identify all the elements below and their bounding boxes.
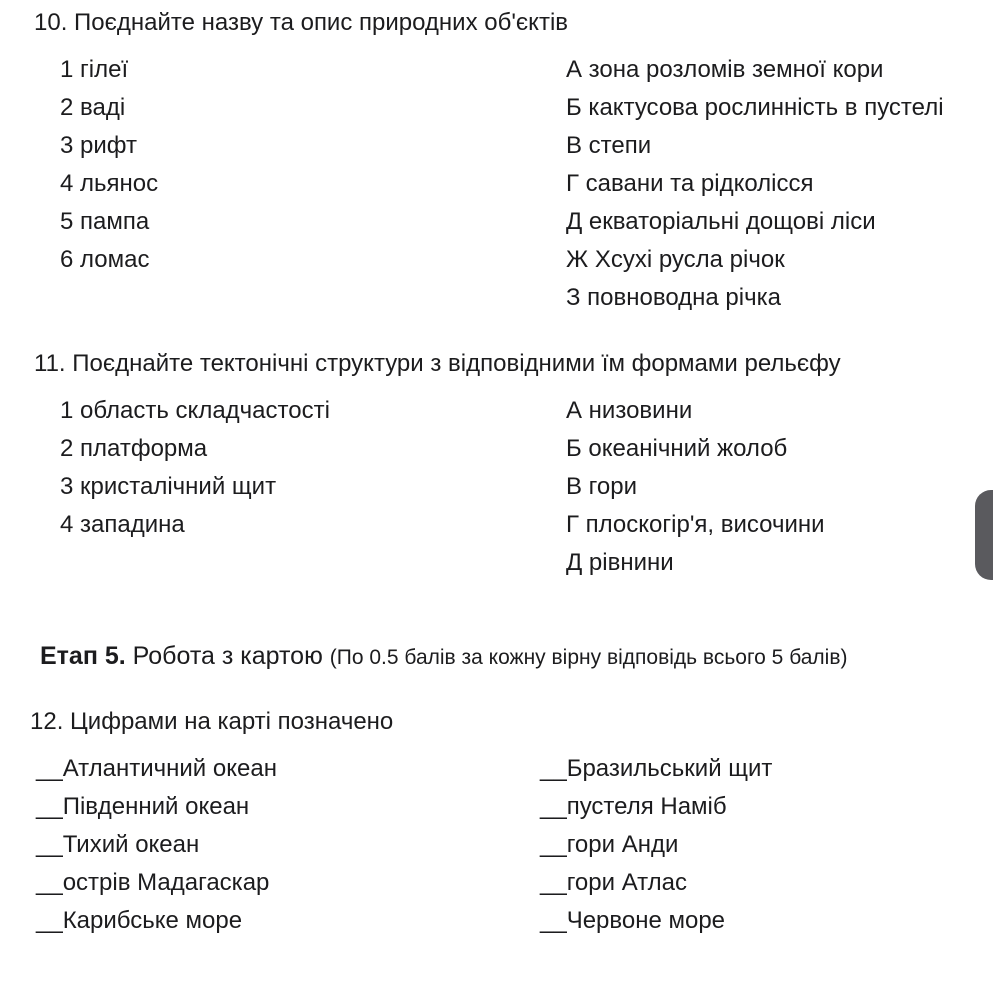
- q11-left-item-4: 4 западина: [60, 511, 185, 538]
- q11-right-item-d: Д рівнини: [566, 549, 674, 576]
- stage5-note: (По 0.5 балів за кожну вірну відповідь всього 5 балів): [329, 646, 848, 669]
- q11-left-item-1: 1 область складчастості: [60, 397, 330, 424]
- q10-left-item-4: 4 льянос: [60, 170, 159, 197]
- q12-right-item-3: __гори Анди: [540, 831, 679, 858]
- q10-right-item-b: Б кактусова рослинність в пустелі: [566, 94, 944, 121]
- q12-title: 12. Цифрами на карті позначено: [30, 708, 394, 735]
- q10-right-item-zh: Ж Хсухі русла річок: [566, 246, 785, 273]
- q10-left-item-2: 2 ваді: [60, 94, 126, 121]
- q12-right-item-2: __пустеля Наміб: [540, 793, 727, 820]
- q12-left-item-3: __Тихий океан: [36, 831, 200, 858]
- q10-left-item-6: 6 ломас: [60, 246, 150, 273]
- q12-left-item-2: __Південний океан: [36, 793, 250, 820]
- q10-right-item-z: З повноводна річка: [566, 284, 781, 311]
- side-panel-handle[interactable]: [975, 490, 993, 580]
- q11-right-item-b: Б океанічний жолоб: [566, 435, 788, 462]
- q10-left-item-3: 3 рифт: [60, 132, 137, 159]
- stage5-title: Робота з картою: [125, 642, 330, 670]
- q12-right-item-5: __Червоне море: [540, 907, 726, 934]
- stage5-label: Етап 5.: [40, 642, 126, 670]
- q12-right-item-4: __гори Атлас: [540, 869, 687, 896]
- q10-right-item-g: Г савани та рідколісся: [566, 170, 814, 197]
- q12-left-item-4: __острів Мадагаскар: [36, 869, 270, 896]
- q10-left-item-1: 1 гілеї: [60, 56, 129, 83]
- q11-right-item-g: Г плоскогір'я, височини: [566, 511, 825, 538]
- q11-left-item-2: 2 платформа: [60, 435, 208, 462]
- q10-right-item-a: А зона розломів земної кори: [566, 56, 884, 83]
- q10-right-item-d: Д екваторіальні дощові ліси: [566, 208, 876, 235]
- q11-right-item-v: В гори: [566, 473, 638, 500]
- q10-right-item-v: В степи: [566, 132, 652, 159]
- q10-left-item-5: 5 пампа: [60, 208, 150, 235]
- q12-right-item-1: __Бразильський щит: [540, 755, 773, 782]
- q11-left-item-3: 3 кристалічний щит: [60, 473, 277, 500]
- q11-title: 11. Поєднайте тектонічні структури з відповідними їм формами рельєфу: [34, 350, 841, 377]
- q12-left-item-1: __Атлантичний океан: [36, 755, 277, 782]
- q11-right-item-a: А низовини: [566, 397, 693, 424]
- stage5-heading: [40, 644, 848, 669]
- q10-title: 10. Поєднайте назву та опис природних об'єктів: [34, 9, 569, 36]
- q12-left-item-5: __Карибське море: [36, 907, 243, 934]
